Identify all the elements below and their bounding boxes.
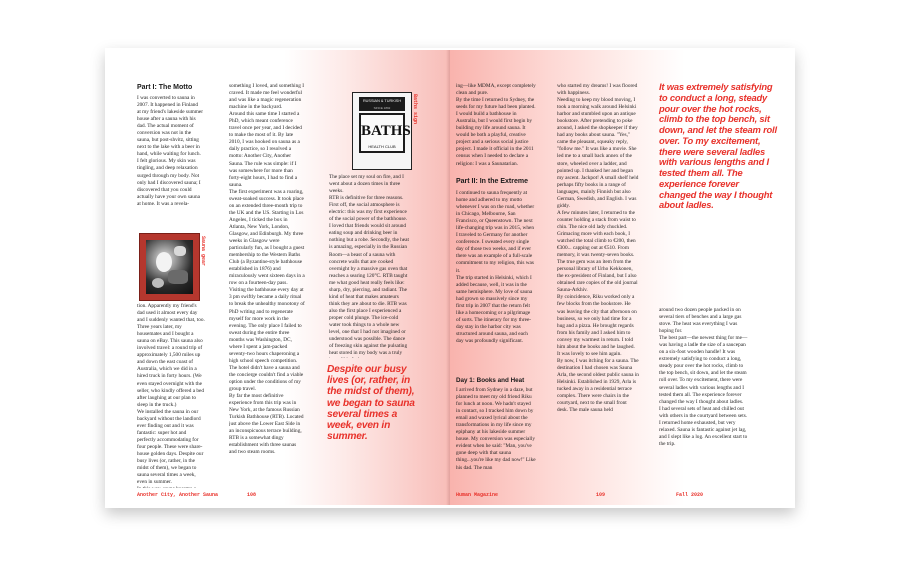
sauna-gear-image bbox=[146, 240, 193, 294]
sign-board bbox=[359, 113, 411, 153]
day-1-subheading: Day 1: Books and Heat bbox=[456, 377, 525, 384]
left-col1-text-bottom: tion. Apparently my friend's dad used it almost every day and I suddenly wanted that, too. Three years later, my housemates and I bought a sauna on eBay. This sauna also involved travel: a round trip of approximately 1,500 miles up and down the east coast of Australia, which we did in a hired truck in forty hours. (We even stayed overnight with the seller, who kindly offered a bed after laughing at our plan to sleep in the truck.) We installed the sauna in our backyard without the landlord ever finding out and it was fantastic: super hot and perfectly accommodating for four people. These were share-house golden days. Despite our busy lives (or, rather, in the midst of them), we began to sauna several times a week, even in summer. bbox=[137, 303, 205, 486]
sign-est-text: SINCE 1892 bbox=[373, 106, 391, 110]
right-col2-text: who started my dreams! I was floored with happiness. Needing to keep my blood moving, I took a morning walk around Helsinki harbor and stumbled upon an antique bookstore. After pretending to poke around, I asked the shopkeeper if they had any books about sauna. "Yes," came the pleasant, squeaky reply, "follow me." It was like a movie. She led me to a small back annex of the store, wheeled over a ladder, and pointed up. I thanked her and began my ascent. Jackpot! A small shelf held perhaps fifty books in a range of languages, mainly Finnish but also German, Swedish, and English. I was giddy. A few minutes later, I returned to the counter holding a stack from waist to chin. The nice old lady chuckled. Grimacing more with each book, I watched the total climb to €200, then €300... capping out at €510. From memory, it was twenty-seven books. The true gem was an item from the personal library of Urho Kekkonen, the ex-president of Finland, but I also obtained rare copies of the old journal Sauna-Arkhiv. By coincidence, Riku worked only a few blocks from the bookstore. He was leaving the city that afternoon on business, so we only had time for a hug and a pizza. He brought regards from his family and I asked him to convey my warmest in return. I told him about the books and he laughed. It was lovely to see him again. By now, I was itching for a sauna. The destination I had chosen was Sauna Arla, the second oldest public sauna in Helsinki. Established in 1929, Arla is tucked away in a residential terrace complex. There were chairs in the courtyard, next to the small front desk. The male sauna held bbox=[557, 83, 639, 414]
right-page bbox=[450, 50, 795, 505]
photo-shadow bbox=[168, 270, 188, 284]
page-number-left: 108 bbox=[247, 492, 257, 498]
sign-top-text: RUSSIAN & TURKISH bbox=[362, 99, 402, 103]
photo2-caption: Baths sign bbox=[412, 94, 418, 125]
left-col3-text: The place set my soul on fire, and I went about a dozen times in three weeks. RTB is definitive for three reasons. First off, the social atmosphere is electric: this was my first experience of the social power of the bathhouse. I loved that friends would sit around eating soup and drinking beer in nothing but a robe. Secondly, the heat is amazing, especially in the Russian Room—a beast of a sauna with concrete walls that are cooked overnight by a massive gas oven that reaches a searing 120°C. RTB taught me what good heat really feels like: sharp, dry, piercing, and radiant. The kind of heat that makes amateurs think they are about to die. RTB was also the first place I experienced a proper cold plunge. The ice-cold water took things to a whole new level, one that I had not imagined or understood was possible. The dance of freezing skin against the pulsating heat stored in my body was a truly bbox=[329, 174, 409, 357]
right-col1-text-top: ing—like MDMA, except completely clean and pure. By the time I returned to Sydney, the seeds for my future had been planted. I would build a bathhouse in Australia, but I would first begin by building my life around sauna. It would be both a playful, creative project and a serious social justice project. I made it official in the 2011 census when I needed to declare a religion: I was a Saunatarian. bbox=[456, 83, 536, 167]
section-heading-part-1: Part I: The Motto bbox=[137, 84, 193, 91]
sign-health-text: HEALTH CLUB bbox=[368, 144, 396, 149]
photo1-caption: Sauna gear bbox=[200, 236, 206, 267]
photo-highlight bbox=[152, 278, 164, 288]
right-col1-text-bottom: I arrived from Sydney in a daze, but planned to meet my old friend Riku for lunch at noon. We hadn't stayed in contact, so I tracked him down by email and waxed lyrical about the transformations in my life since my epiphany at his lakeside summer house. My conversion was especially evident when he said: "Man, you've gone deep with that sauna thing...you're like my dad now!" Like his dad. The man bbox=[456, 387, 536, 471]
footer-section-title: Another City, Another Sauna bbox=[137, 492, 219, 498]
right-col1-text-middle: I continued to sauna frequently at home and adhered to my motto whenever I was on the road, whether in Chicago, Melbourne, San Francisco, or Queenstown. The next life-changing trip was in 2015, when I traveled to Germany for another conference. I sweated every single day of those two weeks, and if ever there was an example of a full-scale commitment to my religion, this was it. The trip started in Helsinki, which I added because, well, it was in the same hemisphere. My love of sauna had grown so massively since my first trip in 2007 that the return felt like a homecoming or a pilgrimage of sorts. The itinerary for my three-day stay in the harbor city was structured around sauna, and each day was profoundly significant. bbox=[456, 190, 535, 344]
sauna-gear-photo bbox=[139, 233, 200, 301]
left-col2-text: something I loved, and something I craved. It made me feel wonderful and was like a magic regeneration machine in the backyard. Around this same time I started a PhD, which meant conference travel once per year, and I decided to make the most of it. By late 2010, I was hooked on sauna as a daily practice, so I resolved a motto: Another City, Another Sauna. The rule was simple: if I was somewhere for more than forty-eight hours, I had to find a sauna. The first experiment was a roaring, sweat-soaked success. It took place on an extended three-month trip to the UK and the US. Starting in Los Angeles, I ticked the box in Atlanta, New York, London, Glasgow, and Edinburgh. My three weeks in Glasgow were particularly fun, as I bought a guest membership to the Western Baths Club (a Byzantine-style bathhouse established in 1876) and miraculously went sixteen days in a row on a fourteen-day pass. Visiting the bathhouse every day at 3 pm swiftly became a daily ritual to break the unhealthy monotony of PhD writing and to regenerate myself for more work in the evening. The only place I failed to sweat during the entire three months was Washington, DC, where I spent a jam-packed seventy-two hours chaperoning a high school speech competition. The hotel didn't have a sauna and the concierge couldn't find a viable option under the conditions of my group travel. By far the most definitive experience from this trip was in New York, at the famous Russian Turkish Bathhouse (RTB). Located just above the Lower East Side in an inconspicuous terrace building, RTB is a somewhat dingy establishment with three saunas and two steam rooms. bbox=[229, 83, 305, 456]
page-number-right: 109 bbox=[596, 492, 606, 498]
section-heading-part-2: Part II: In the Extreme bbox=[456, 178, 528, 185]
photo-highlight bbox=[156, 252, 172, 272]
sign-main-text: BATHS bbox=[361, 123, 411, 139]
left-col1-text-top: I was converted to sauna in 2007. It happened in Finland at my friend's lakeside summer house after a sauna with his dad. The actual moment of conversion was not in the sauna, but post-shvitz, sitting next to the lake with a beer in hand, while waiting for lunch. I felt glorious. My skin was tingling, and deep relaxation surged through my body. Not only had I discovered sauna; I discovered that you could actually have your own sauna at home. It was a revela- bbox=[137, 95, 203, 207]
right-col3-text: around two dozen people packed in on several tiers of benches and a large gas stove. The heat was everything I was hoping for. The best part—the newest thing for me—was having a ladle the size of a saucepan on a six-foot wooden handle! It was extremely satisfying to conduct a long, steady pour over the hot rocks, climb to the top bench, sit down, and let the steam roll over. To my excitement, there were several ladles with various lengths and I tested them all. The experience forever changed the way I thought about ladles. I had several sets of heat and chilled out with others in the courtyard between sets. I returned home exhausted, but very relaxed. Sauna is fantastic against jet lag, and I slept like a log. An excellent start to the trip. bbox=[659, 307, 748, 447]
baths-sign-photo bbox=[352, 92, 412, 170]
photo-highlight bbox=[174, 246, 186, 256]
footer-magazine-title: Human Magazine bbox=[456, 492, 499, 498]
left-page bbox=[105, 50, 450, 505]
right-pullquote: It was extremely satisfying to conduct a long, steady pour over the hot rocks, climb to the top bench, sit down, and let the steam roll over. To my excitement, there were several ladles with various lengths and I tested them all. The experience forever changed the way I thought about ladles. bbox=[659, 81, 777, 211]
footer-issue-date: Fall 2020 bbox=[676, 492, 704, 498]
sign-header bbox=[359, 97, 405, 111]
left-pullquote: Despite our busy lives (or, rather, in the midst of them), we began to sauna several times a week, even in summer. bbox=[327, 364, 415, 443]
